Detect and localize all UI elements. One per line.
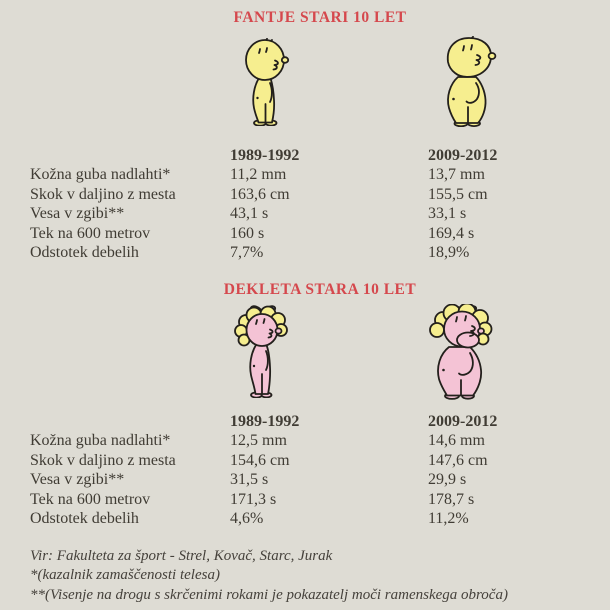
row-value: 178,7 s [428, 490, 475, 508]
row-value: 11,2% [428, 510, 469, 528]
row-value: 33,1 s [428, 205, 467, 223]
row-value: 4,6% [230, 510, 264, 528]
row-label: Kožna guba nadlahti* [30, 432, 171, 450]
row-value: 11,2 mm [230, 166, 287, 184]
row-value: 154,6 cm [230, 451, 290, 469]
row-value: 169,4 s [428, 224, 475, 242]
row-label: Skok v daljino z mesta [30, 451, 176, 469]
row-value: 14,6 mm [428, 432, 485, 450]
row-value: 155,5 cm [428, 185, 488, 203]
footnote-2: **(Visenje na drogu s skrčenimi rokami je pokazatelj moči ramenskega obroča) [30, 586, 508, 603]
girls-column-header-2009: 2009-2012 [428, 413, 498, 430]
corner-cell [30, 412, 230, 431]
slim-boy-figure [244, 38, 290, 126]
row-value: 160 s [230, 224, 265, 242]
row-label: Kožna guba nadlahti* [30, 166, 171, 184]
row-value: 29,9 s [428, 471, 467, 489]
row-value: 31,5 s [230, 471, 269, 489]
boys-section-title: FANTJE STARI 10 LET [233, 9, 407, 26]
boys-column-header-1989: 1989-1992 [230, 147, 300, 164]
slim-girl-figure [233, 304, 292, 398]
girls-table [30, 412, 590, 528]
row-value: 147,6 cm [428, 451, 488, 469]
source-line: Vir: Fakulteta za šport - Strel, Kovač, Starc, Jurak [30, 548, 333, 564]
girls-section-title: DEKLETA STARA 10 LET [223, 281, 417, 298]
row-value: 171,3 s [230, 490, 277, 508]
row-value: 7,7% [230, 244, 264, 262]
row-value: 163,6 cm [230, 185, 290, 203]
row-label: Tek na 600 metrov [30, 224, 151, 242]
footnote-1: *(kazalnik zamaščenosti telesa) [30, 567, 220, 584]
row-value: 13,7 mm [428, 166, 485, 184]
row-label: Odstotek debelih [30, 510, 139, 528]
row-value: 43,1 s [230, 205, 269, 223]
row-value: 18,9% [428, 244, 470, 262]
row-label: Vesa v zgibi** [30, 205, 125, 223]
girls-column-header-1989: 1989-1992 [230, 413, 300, 430]
overweight-boy-figure [443, 36, 498, 127]
boys-table [30, 146, 590, 262]
row-label: Vesa v zgibi** [30, 471, 125, 489]
footer-notes [30, 547, 508, 605]
row-value: 12,5 mm [230, 432, 287, 450]
boys-column-header-2009: 2009-2012 [428, 147, 498, 164]
overweight-girl-figure [427, 304, 498, 400]
corner-cell [30, 146, 230, 165]
row-label: Odstotek debelih [30, 244, 139, 262]
row-label: Tek na 600 metrov [30, 490, 151, 508]
row-label: Skok v daljino z mesta [30, 185, 176, 203]
